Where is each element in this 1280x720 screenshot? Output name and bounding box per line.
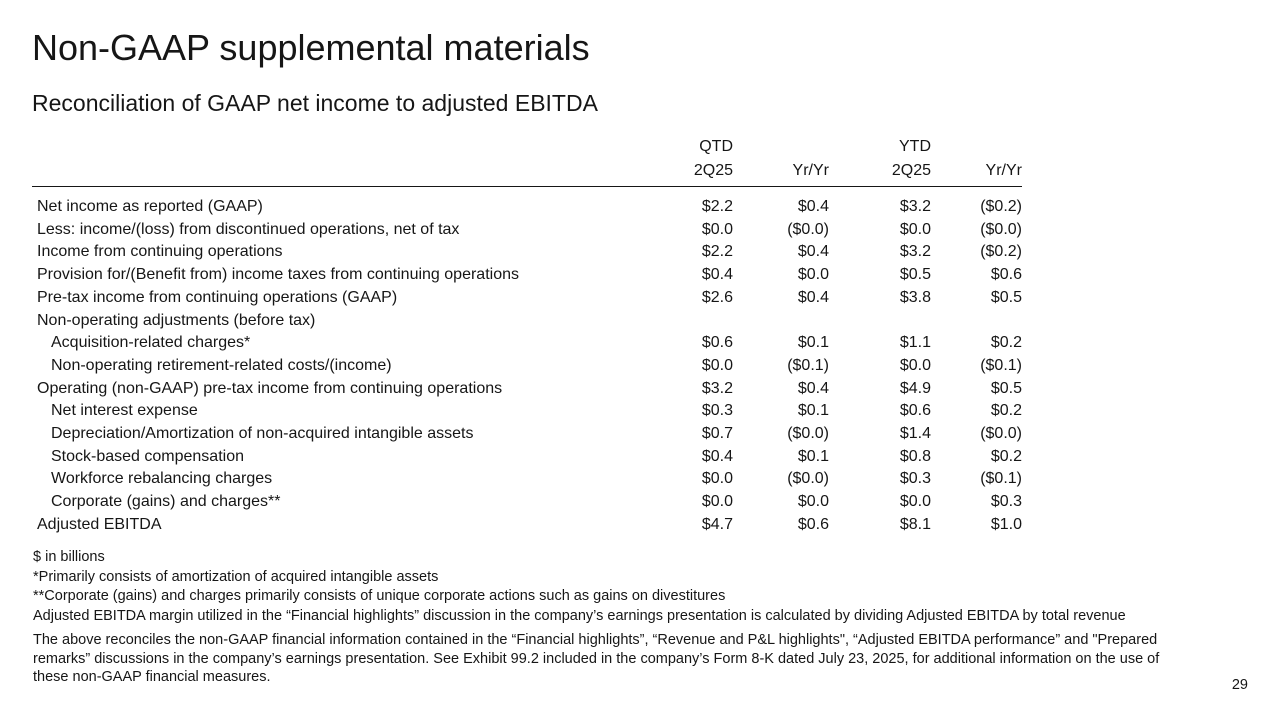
reconciliation-table [32,136,1022,537]
row-label: Operating (non-GAAP) pre-tax income from continuing operations [37,379,503,397]
row-label: Acquisition-related charges* [51,334,251,352]
group-header-qtd: QTD [699,138,733,155]
page-subtitle: Reconciliation of GAAP net income to adjusted EBITDA [32,90,598,116]
column-header-qtd-2q25: 2Q25 [693,162,733,179]
cell-qtd-yryr: ($0.0) [787,470,829,488]
cell-ytd-yryr: $0.2 [990,447,1022,465]
cell-qtd-2q25: $0.7 [701,425,733,443]
group-header-ytd: YTD [899,138,931,155]
cell-qtd-2q25: $4.7 [701,515,733,533]
table-row [32,332,1022,355]
cell-qtd-yryr: ($0.0) [787,220,829,238]
cell-ytd-yryr: $0.5 [990,379,1022,397]
row-label: Workforce rebalancing charges [51,470,273,488]
cell-qtd-2q25: $0.4 [701,266,733,284]
header-spacer [32,187,1022,197]
cell-ytd-yryr: $0.3 [990,493,1022,511]
table-row [32,446,1022,469]
cell-ytd-yryr: ($0.0) [980,220,1022,238]
table-row [32,378,1022,401]
cell-qtd-2q25: $0.0 [701,356,733,374]
header-blank [32,158,632,187]
cell-qtd-yryr: $0.4 [797,243,829,261]
cell-ytd-yryr: ($0.0) [980,425,1022,443]
group-header-row [32,136,1022,158]
cell-qtd-yryr [733,310,829,333]
cell-ytd-yryr: ($0.2) [980,198,1022,215]
table-row [32,491,1022,514]
column-header-ytd-2q25: 2Q25 [891,162,931,179]
cell-qtd-yryr: $0.1 [797,447,829,465]
row-label: Less: income/(loss) from discontinued operations, net of tax [37,220,460,238]
cell-ytd-2q25: $0.8 [899,447,931,465]
footnote-acquisition: *Primarily consists of amortization of acquired intangible assets [33,568,439,585]
table-row [32,514,1022,537]
cell-qtd-yryr: $0.0 [797,493,829,511]
table-row [32,196,1022,219]
header-blank [32,136,632,158]
cell-ytd-2q25: $0.0 [899,356,931,374]
cell-qtd-yryr: $0.4 [797,379,829,397]
cell-ytd-yryr: $1.0 [990,515,1022,533]
column-header-qtd-yryr: Yr/Yr [792,162,829,179]
cell-qtd-2q25: $0.0 [701,470,733,488]
row-label: Stock-based compensation [51,447,244,465]
group-header-blank-2 [931,136,1022,158]
table-row [32,310,1022,333]
cell-ytd-yryr: $0.2 [990,334,1022,352]
cell-qtd-2q25: $0.3 [701,402,733,420]
cell-qtd-yryr: ($0.1) [787,356,829,374]
footnotes [33,548,1126,626]
cell-ytd-2q25: $0.0 [899,220,931,238]
cell-qtd-2q25: $0.0 [701,220,733,238]
cell-qtd-2q25: $2.2 [701,198,733,215]
cell-qtd-2q25: $0.0 [701,493,733,511]
page-number: 29 [1231,677,1248,693]
cell-ytd-2q25: $8.1 [899,515,931,533]
disclaimer-text: The above reconciles the non-GAAP financial information contained in the “Financial highlights”, “Revenue and P&L highlights", “Adjusted EBITDA performance” and "Prepared remarks” discussions in the company’s earnings presentation. See Exhibit 99.2 included in the company’s Form 8-K dated July 23, 2025, for additional information on the use of these non-GAAP financial measures. [33,632,1160,685]
cell-ytd-2q25: $0.0 [899,493,931,511]
cell-ytd-yryr: $0.5 [990,288,1022,306]
row-label: Pre-tax income from continuing operations (GAAP) [37,288,398,306]
cell-qtd-2q25: $2.6 [701,288,733,306]
cell-qtd-yryr: $0.6 [797,515,829,533]
table-row [32,355,1022,378]
cell-qtd-2q25: $0.4 [701,447,733,465]
cell-ytd-2q25: $3.2 [899,198,931,215]
cell-ytd-2q25: $0.6 [899,402,931,420]
cell-ytd-2q25: $1.1 [899,334,931,352]
row-label: Provision for/(Benefit from) income taxes from continuing operations [37,266,519,284]
row-label: Income from continuing operations [37,243,283,261]
cell-ytd-2q25: $1.4 [899,425,931,443]
footnote-ebitda-margin: Adjusted EBITDA margin utilized in the “Financial highlights” discussion in the company’s earnings presentation is calculated by dividing Adjusted EBITDA by total revenue [33,607,1126,624]
cell-ytd-yryr [931,310,1022,333]
cell-ytd-2q25: $3.8 [899,288,931,306]
column-header-ytd-yryr: Yr/Yr [985,162,1022,179]
page-title: Non-GAAP supplemental materials [32,27,590,68]
cell-ytd-yryr: ($0.2) [980,243,1022,261]
cell-qtd-2q25: $2.2 [701,243,733,261]
footnote-corporate: **Corporate (gains) and charges primarily consists of unique corporate actions such as gains on divestitures [33,588,726,604]
group-header-blank-1 [733,136,829,158]
cell-qtd-yryr: $0.0 [797,266,829,284]
table-row [32,241,1022,264]
cell-qtd-yryr: $0.1 [797,334,829,352]
cell-qtd-yryr: $0.4 [797,288,829,306]
row-label: Non-operating retirement-related costs/(income) [51,356,392,374]
cell-qtd-yryr: $0.4 [797,198,829,215]
cell-qtd-yryr: $0.1 [797,402,829,420]
table-row [32,423,1022,446]
cell-ytd-2q25: $0.3 [899,470,931,488]
cell-qtd-2q25: $0.6 [701,334,733,352]
footnote-units: $ in billions [33,549,105,565]
table-row [32,219,1022,242]
cell-ytd-yryr: ($0.1) [980,356,1022,374]
cell-ytd-yryr: $0.2 [990,402,1022,420]
row-label: Non-operating adjustments (before tax) [37,311,316,329]
column-header-row [32,158,1022,187]
cell-ytd-yryr: $0.6 [990,266,1022,284]
row-label: Depreciation/Amortization of non-acquired intangible assets [51,425,474,443]
cell-qtd-2q25: $3.2 [701,379,733,397]
cell-ytd-yryr: ($0.1) [980,470,1022,488]
cell-ytd-2q25: $0.5 [899,266,931,284]
row-label: Net income as reported (GAAP) [37,198,263,215]
table-row [32,400,1022,423]
cell-qtd-2q25 [632,310,733,333]
table-row [32,264,1022,287]
cell-qtd-yryr: ($0.0) [787,425,829,443]
cell-ytd-2q25: $3.2 [899,243,931,261]
row-label: Net interest expense [51,402,198,420]
table-row [32,468,1022,491]
cell-ytd-2q25 [829,310,931,333]
cell-ytd-2q25: $4.9 [899,379,931,397]
row-label: Adjusted EBITDA [37,515,162,533]
row-label: Corporate (gains) and charges** [51,493,281,511]
table-row [32,287,1022,310]
